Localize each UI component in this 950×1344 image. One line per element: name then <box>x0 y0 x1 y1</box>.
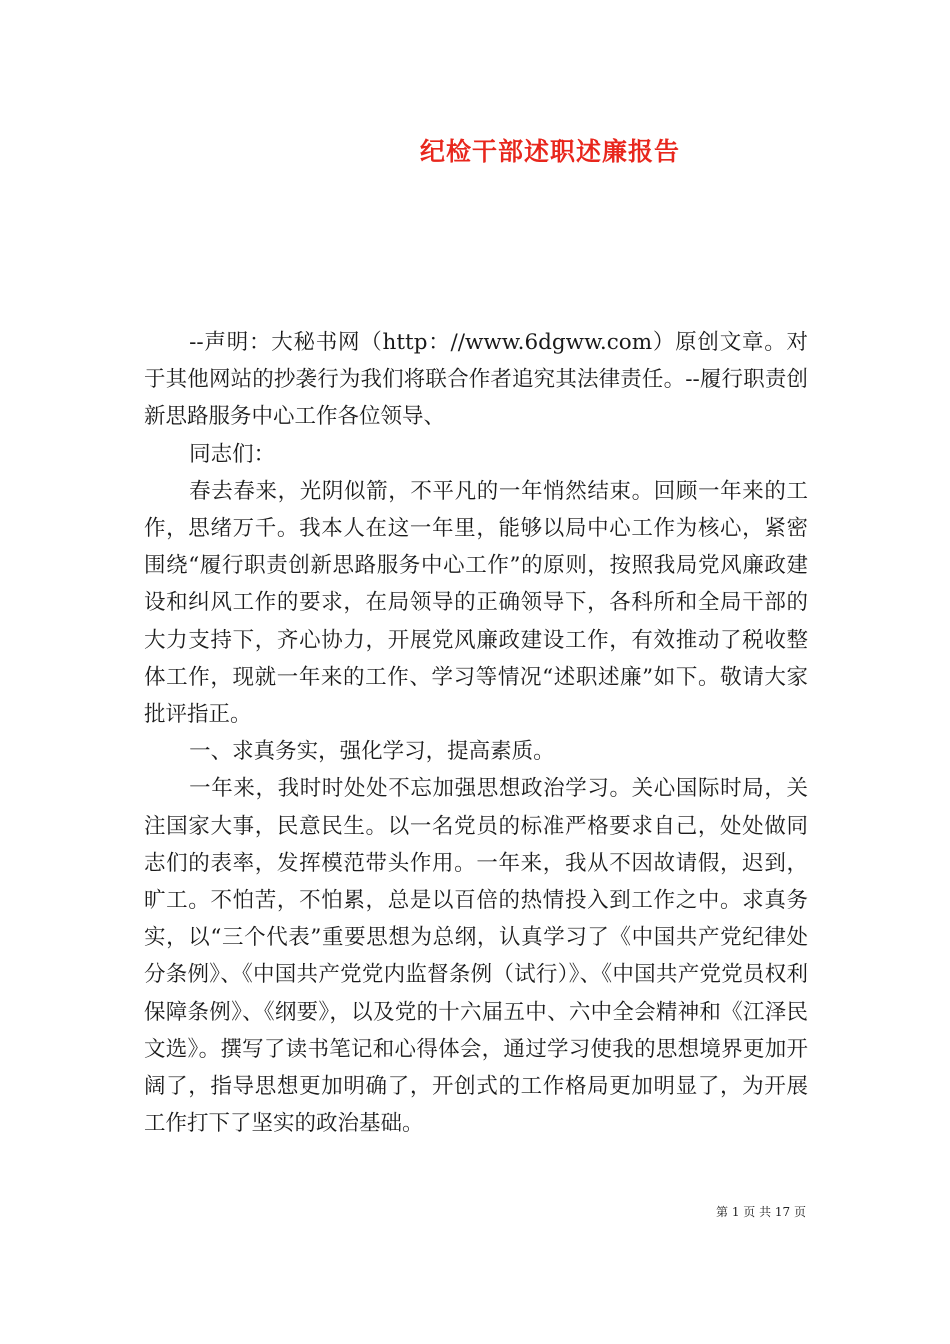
page-number-footer: 第 1 页 共 17 页 <box>716 1205 806 1219</box>
document-title: 纪检干部述职述廉报告 <box>419 137 680 166</box>
paragraph-salutation: 同志们： <box>189 441 276 467</box>
paragraph-study: 一年来，我时时处处不忘加强思想政治学习。关心国际时局，关注国家大事，民意民生。以一名党员的标准严格要求自己，处处做同志们的表率，发挥模范带头作用。一年来，我从不因故请假，迟到，旷工。不怕苦，不怕累，总是以百倍的热情投入到工作之中。求真务实，以“三个代表”重要思想为总纲，认真学习了《中国共产党纪律处分条例》、《中国共产党党内监督条例（试行）》、《中国共产党党员权利保障条例》、《纲要》，以及党的十六届五中、六中全会精神和《江泽民文选》。撰写了读书笔记和心得体会，通过学习使我的思想境界更加开阔了，指导思想更加明确了，开创式的工作格局更加明显了，为开展工作打下了坚实的政治基础。 <box>144 776 808 1137</box>
paragraph-statement: --声明：大秘书网（http：//www.6dgww.com）原创文章。对于其他网站的抄袭行为我们将联合作者追究其法律责任。--履行职责创新思路服务中心工作各位领导、 <box>144 330 808 430</box>
document-body <box>144 324 808 1142</box>
section-heading-1: 一、求真务实，强化学习，提高素质。 <box>189 739 555 765</box>
paragraph-intro: 春去春来，光阴似箭，不平凡的一年悄然结束。回顾一年来的工作，思绪万千。我本人在这一年里，能够以局中心工作为核心，紧密围绕“履行职责创新思路服务中心工作”的原则，按照我局党风廉政建设和纠风工作的要求，在局领导的正确领导下，各科所和全局干部的大力支持下，齐心协力，开展党风廉政建设工作，有效推动了税收整体工作，现就一年来的工作、学习等情况“述职述廉”如下。敬请大家批评指正。 <box>144 478 808 728</box>
